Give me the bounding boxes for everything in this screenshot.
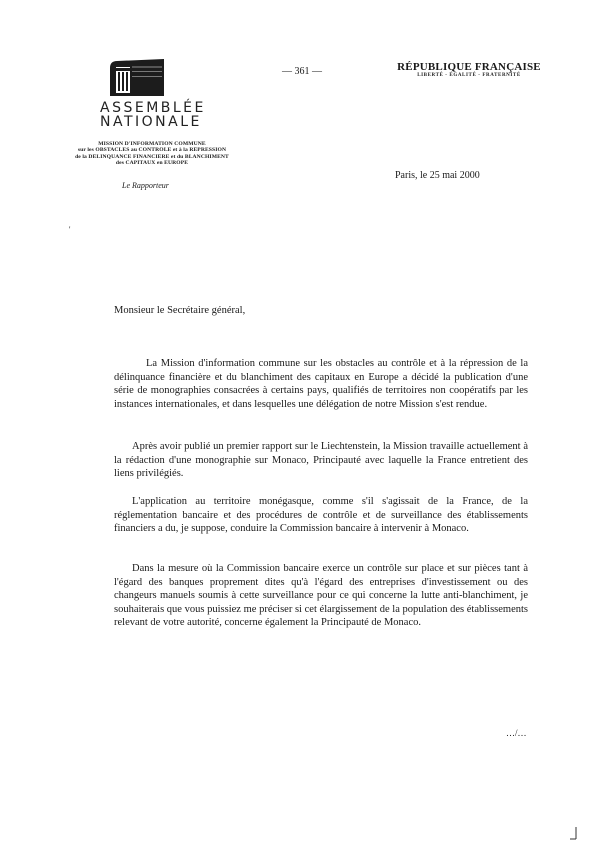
paragraph: L'application au territoire monégasque, comme s'il s'agissait de la France, de la réglementation bancaire et des procédures de contrôle et de surveillance des établissements financiers a du, je suppose, conduire la Commission bancaire à intervenir à Monaco. (114, 496, 528, 535)
logo-text-line2: NATIONALE (100, 114, 202, 130)
letter-date: Paris, le 25 mai 2000 (395, 170, 480, 181)
republic-motto: LIBERTÉ - ÉGALITÉ - FRATERNITÉ (417, 73, 521, 78)
assemblee-nationale-logo (100, 58, 205, 129)
assemblee-emblem-icon (104, 58, 168, 98)
salutation: Monsieur le Secrétaire général, (114, 305, 246, 316)
mission-line: des CAPITAUX en EUROPE (115, 160, 189, 167)
mission-description (62, 141, 242, 167)
logo-text-line1: ASSEMBLÉE (100, 100, 206, 116)
mission-line: de la DÉLINQUANCE FINANCIÈRE et du BLANCHIMENT (75, 153, 229, 160)
republic-header (394, 61, 544, 78)
republic-title: RÉPUBLIQUE FRANÇAISE (397, 61, 541, 73)
mission-line: MISSION D'INFORMATION COMMUNE (98, 141, 206, 147)
page-number: — 361 — (282, 66, 322, 77)
signatory-role: Le Rapporteur (122, 181, 169, 190)
paragraph: Après avoir publié un premier rapport sur le Liechtenstein, la Mission travaille actuellement à la rédaction d'une monographie sur Monaco, Principauté avec laquelle la France entretient des liens privilégiés. (114, 441, 528, 480)
paragraph: Dans la mesure où la Commission bancaire exerce un contrôle sur place et sur pièces tant à l'égard des banques proprement dites qu'à l'égard des entreprises d'investissement ou des changeurs manuels soumis à cette surveillance pour ce qui concerne la lutte anti-blanchiment, je souhaiterais que vous puissiez me préciser si cet élargissement de la population des établissements relevant de votre autorité, concerne également la Principauté de Monaco. (114, 563, 528, 629)
scan-mark-icon (568, 826, 578, 840)
paragraph: La Mission d'information commune sur les obstacles au contrôle et à la répression de la délinquance financière et du blanchiment des capitaux en Europe a décidé la publication d'une série de monographies consacrées à certains pays, qualifiés de territoires non coopératifs par les instances internationales, et dans lesquelles une délégation de notre Mission s'est rendue. (114, 358, 528, 410)
margin-mark: ' (69, 225, 71, 234)
continuation-mark: …/… (506, 728, 527, 738)
mission-line: sur les OBSTACLES au CONTRÔLE et à la RÉPRESSION (77, 147, 227, 154)
